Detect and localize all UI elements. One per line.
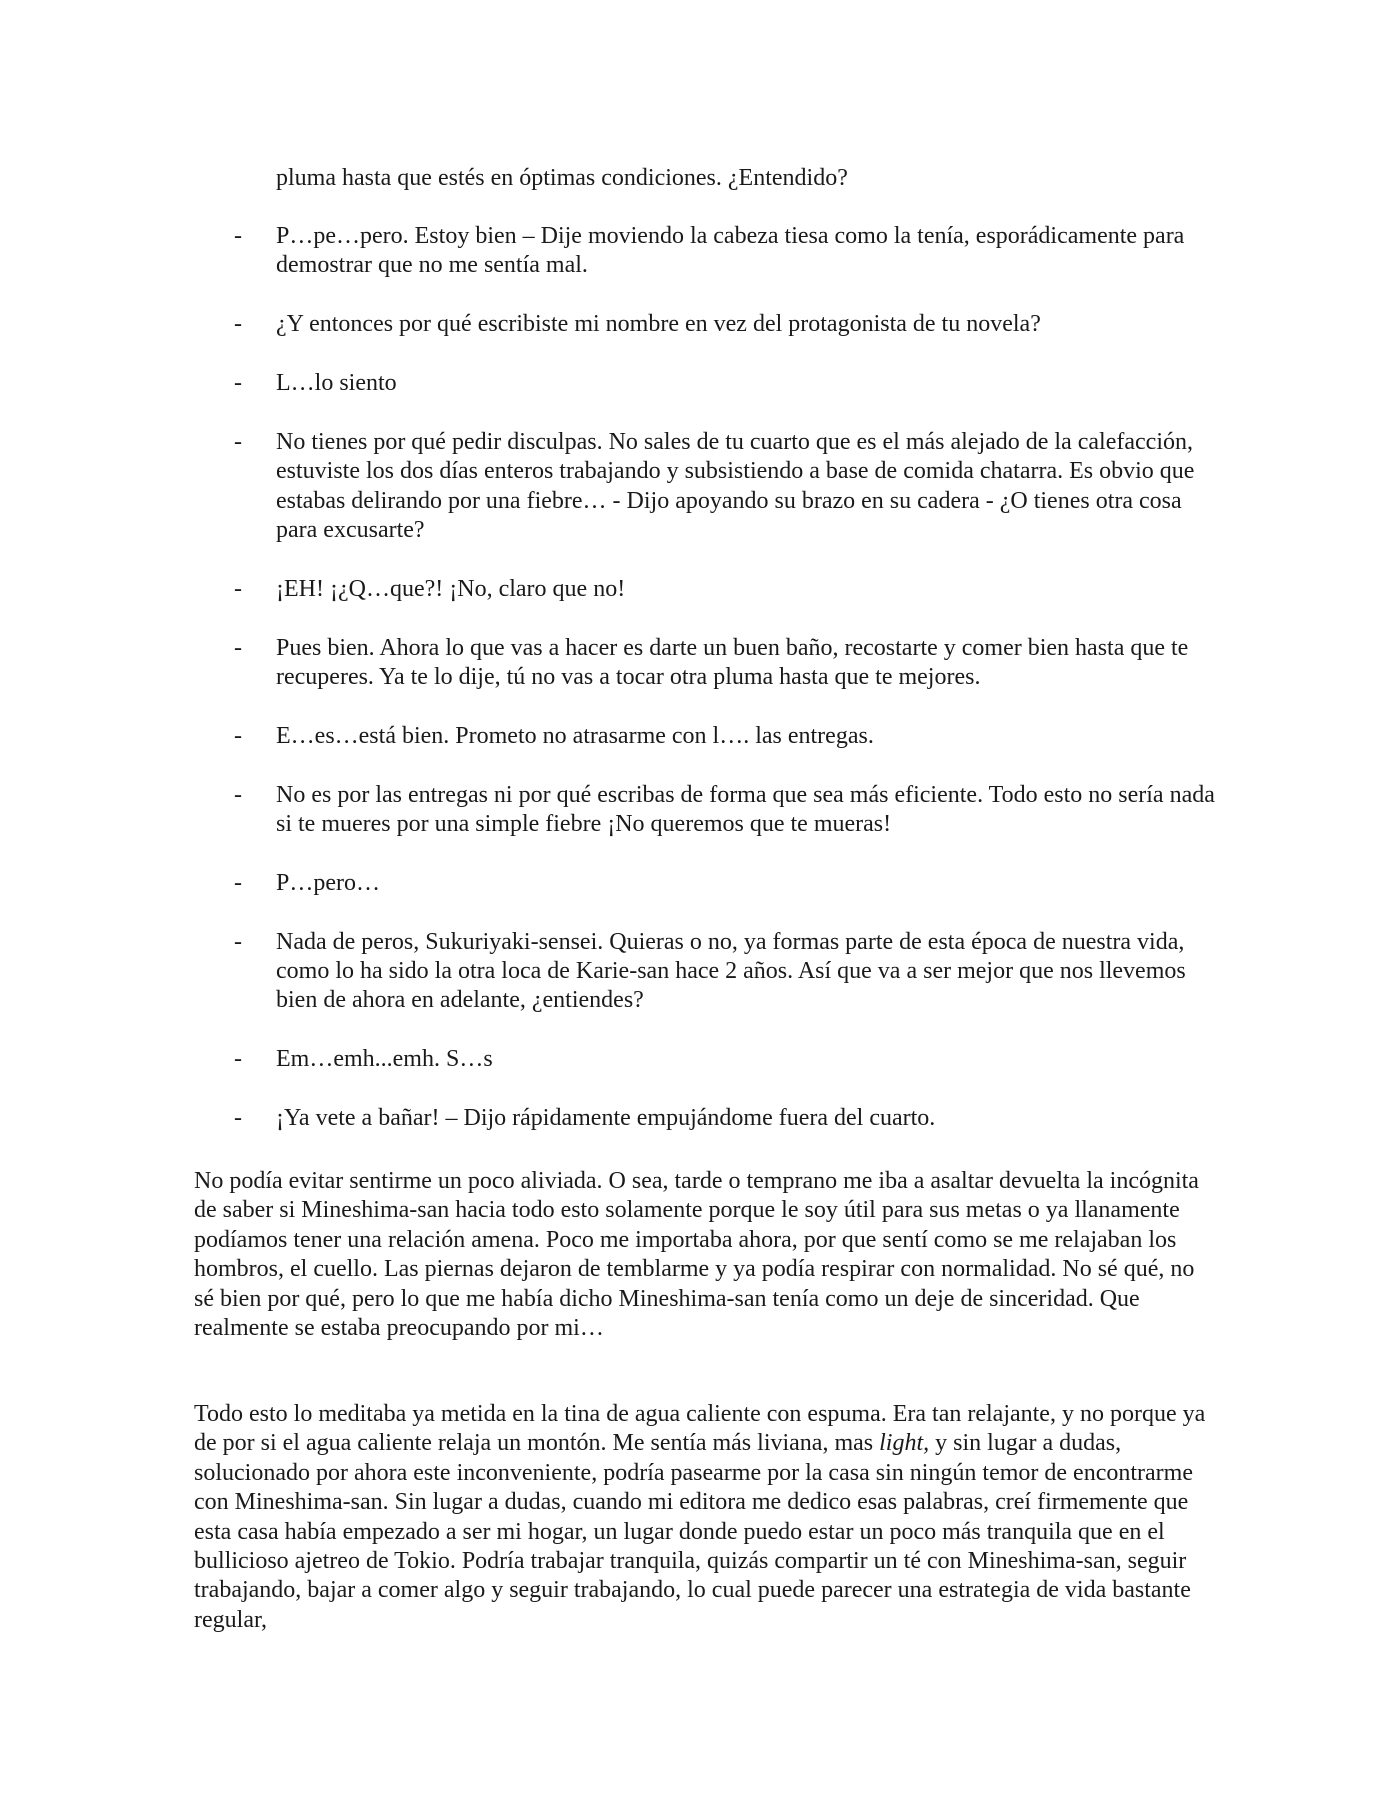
continuation-line: pluma hasta que estés en óptimas condiciones. ¿Entendido?	[276, 165, 848, 191]
dialogue-item	[0, 928, 1400, 1016]
dialogue-text: P…pe…pero. Estoy bien – Dije moviendo la cabeza tiesa como la tenía, esporádicamente para demostrar que no me sentía mal.	[276, 223, 1185, 279]
dialogue-text: No es por las entregas ni por qué escribas de forma que sea más eficiente. Todo esto no sería nada si te mueres por una simple fiebre ¡No queremos que te mueras!	[276, 781, 1215, 838]
dialogue-text: Pues bien. Ahora lo que vas a hacer es darte un buen baño, recostarte y comer bien hasta que te recuperes. Ya te lo dije, tú no vas a tocar otra pluma hasta que te mejores.	[276, 634, 1189, 691]
dialogue-item	[0, 634, 1400, 693]
dialogue-dash: -	[234, 928, 242, 955]
narration-text: Todo esto lo meditaba ya metida en la tina de agua caliente con espuma. Era tan relajante, y no porque ya de por si el agua caliente relaja un montón. Me sentía más liviana, mas	[194, 1401, 1206, 1457]
dialogue-item	[0, 1045, 1400, 1074]
dialogue-dash: -	[234, 1105, 242, 1132]
dialogue-text: L…lo siento	[276, 370, 397, 396]
dialogue-text: E…es…está bien. Prometo no atrasarme con l…. las entregas.	[276, 722, 874, 749]
dialogue-text: No tienes por qué pedir disculpas. No sales de tu cuarto que es el más alejado de la calefacción, estuviste los dos días enteros trabajando y subsistiendo a base de comida chatarra. Es obvio que estabas delirando por una fiebre… - Dijo apoyando su brazo en su cadera - ¿O tienes otra cosa para excusarte?	[276, 428, 1195, 544]
dialogue-dash: -	[234, 869, 242, 896]
dialogue-dash: -	[234, 370, 242, 396]
dialogue-item	[0, 428, 1400, 546]
dialogue-text: ¡EH! ¡¿Q…que?! ¡No, claro que no!	[276, 575, 626, 602]
dialogue-dash: -	[234, 575, 242, 602]
dialogue-text: P…pero…	[276, 869, 380, 896]
dialogue-text: Em…emh...emh. S…s	[276, 1046, 493, 1073]
dialogue-item	[0, 222, 1400, 281]
dialogue-dash: -	[234, 428, 242, 455]
dialogue-item	[0, 869, 1400, 898]
dialogue-dash: -	[234, 722, 242, 749]
dialogue-dash: -	[234, 311, 242, 338]
dialogue-dash: -	[234, 223, 242, 249]
dialogue-item	[0, 575, 1400, 604]
dialogue-text: ¿Y entonces por qué escribiste mi nombre en vez del protagonista de tu novela?	[276, 311, 1041, 338]
dialogue-item	[0, 310, 1400, 339]
dialogue-dash: -	[234, 781, 242, 808]
narration-paragraph	[194, 1400, 1210, 1635]
dialogue-item	[0, 722, 1400, 751]
dialogue-dash: -	[234, 1046, 242, 1073]
dialogue-item	[0, 781, 1400, 840]
dialogue-item	[0, 369, 1400, 398]
italic-word: light,	[879, 1430, 930, 1457]
dialogue-list	[0, 222, 1400, 1163]
dialogue-text: Nada de peros, Sukuriyaki-sensei. Quieras o no, ya formas parte de esta época de nuestra vida, como lo ha sido la otra loca de Karie-san hace 2 años. Así que va a ser mejor que nos llevemos bien de ahora en adelante, ¿entiendes?	[276, 928, 1186, 1014]
narration-text: y sin lugar a dudas, solucionado por ahora este inconveniente, podría pasearme por la casa sin ningún temor de encontrarme con Mineshima-san. Sin lugar a dudas, cuando mi editora me dedico esas palabras, creí firmemente que esta casa había empezado a ser mi hogar, un lugar donde puedo estar un poco más tranquila que en el bullicioso ajetreo de Tokio. Podría trabajar tranquila, quizás compartir un té con Mineshima-san, seguir trabajando, bajar a comer algo y seguir trabajando, lo cual puede parecer una estrategia de vida bastante regular,	[194, 1430, 1193, 1633]
narration-paragraph: No podía evitar sentirme un poco aliviada. O sea, tarde o temprano me iba a asaltar devuelta la incógnita de saber si Mineshima-san hacia todo esto solamente porque le soy útil para sus metas o ya llanamente podíamos tener una relación amena. Poco me importaba ahora, por que sentí como se me relajaban los hombros, el cuello. Las piernas dejaron de temblarme y ya podía respirar con normalidad. No sé qué, no sé bien por qué, pero lo que me había dicho Mineshima-san tenía como un deje de sinceridad. Que realmente se estaba preocupando por mi…	[194, 1168, 1199, 1342]
dialogue-text: ¡Ya vete a bañar! – Dijo rápidamente empujándome fuera del cuarto.	[276, 1105, 936, 1132]
dialogue-item	[0, 1104, 1400, 1133]
dialogue-dash: -	[234, 634, 242, 661]
